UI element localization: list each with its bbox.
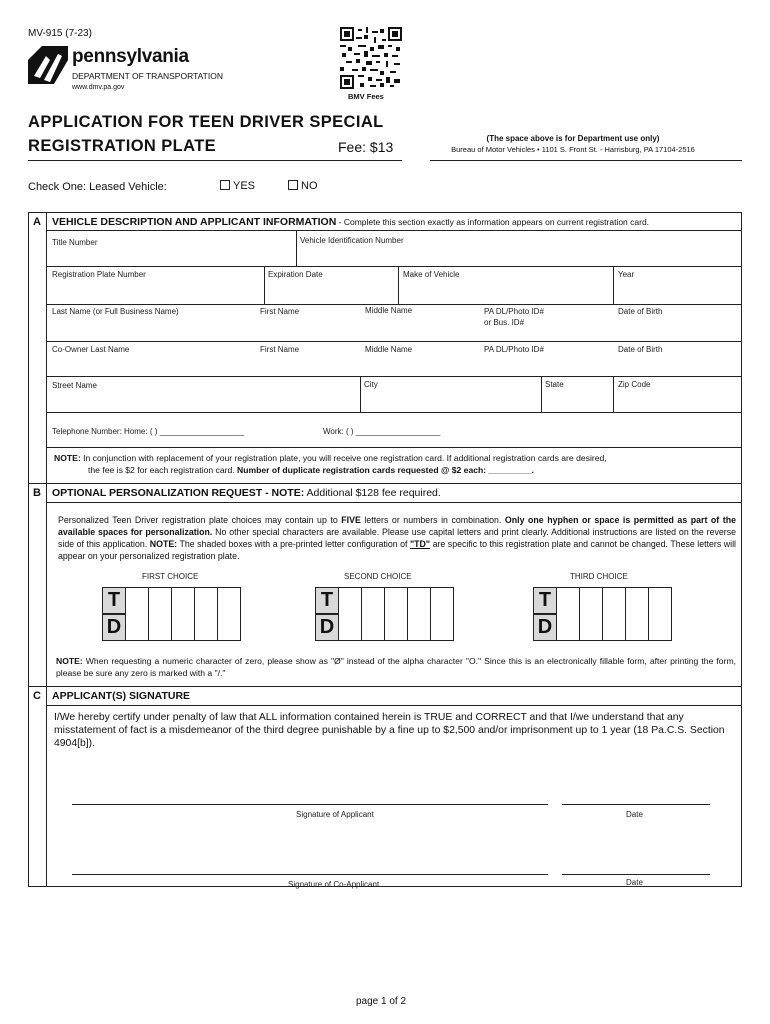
title-number-field[interactable]: Title Number [52, 238, 98, 247]
co-applicant-signature-line[interactable] [72, 874, 548, 875]
second-choice-label: SECOND CHOICE [344, 572, 412, 581]
cell-divider [541, 376, 542, 413]
bmv-fees-label: BMV Fees [348, 92, 384, 101]
applicant-signature-line[interactable] [72, 804, 548, 805]
agency-name: pennsylvania [72, 46, 189, 67]
bureau-address: Bureau of Motor Vehicles • 1101 S. Front St. - Harrisburg, PA 17104-2516 [451, 145, 695, 154]
personalization-instructions: Personalized Teen Driver registration plate choices may contain up to FIVE letters or numbers in combination. Only one hyphen or space is permitted as part of the available spaces for personalization. No other special characters are available. Please use capital letters and print clearly. Additional instructions are listed on the reverse side of this application. NOTE: The shaded boxes with a pre-printed letter configuration of "TD" are specific to this registration plate and cannot be changed. These letters will appear on your personalized registration plate. [58, 515, 737, 561]
co-owner-last-field[interactable]: Co-Owner Last Name [52, 345, 130, 354]
section-b-title: OPTIONAL PERSONALIZATION REQUEST - NOTE: Additional $128 fee required. [52, 487, 441, 499]
section-a-letter: A [33, 216, 41, 228]
pa-dl-field[interactable]: PA DL/Photo ID# [484, 307, 544, 316]
row-plate [46, 266, 742, 305]
char-box[interactable] [126, 587, 149, 641]
applicant-date-line[interactable] [562, 804, 710, 805]
first-name-field[interactable]: First Name [260, 307, 300, 316]
co-middle-field[interactable]: Middle Name [365, 345, 413, 354]
year-field[interactable]: Year [618, 270, 635, 279]
page-number: page 1 of 2 [356, 996, 407, 1007]
zero-note: NOTE: When requesting a numeric character of zero, please show as "Ø" instead of the alpha character "O." Since this is an electronically fillable form, after printing the form, please be sure any zero is marked with a "/." [56, 656, 736, 678]
state-field[interactable]: State [545, 380, 564, 389]
preprinted-td: T D [315, 587, 339, 641]
qr-code-icon [340, 27, 402, 89]
penndot-logo-icon [28, 46, 68, 84]
leased-yes-option[interactable]: YES [220, 180, 255, 192]
co-applicant-date-line[interactable] [562, 874, 710, 875]
yes-checkbox[interactable] [220, 180, 230, 190]
cell-divider [613, 376, 614, 413]
vin-field[interactable]: Vehicle Identification Number [300, 236, 404, 245]
section-a-note-2: the fee is $2 for each registration card. Number of duplicate registration cards requested @ $2 each: _________. [88, 465, 534, 475]
char-box[interactable] [649, 587, 672, 641]
check-one-label: Check One: Leased Vehicle: [28, 181, 167, 193]
agency-website[interactable]: www.dmv.pa.gov [72, 84, 125, 91]
row-rule [46, 447, 742, 448]
no-checkbox[interactable] [288, 180, 298, 190]
address-rule [430, 160, 742, 161]
char-box[interactable] [557, 587, 580, 641]
char-box[interactable] [172, 587, 195, 641]
title-line2: REGISTRATION PLATE [28, 137, 217, 155]
co-dl-field[interactable]: PA DL/Photo ID# [484, 345, 544, 354]
char-box[interactable] [362, 587, 385, 641]
third-choice-plate [533, 587, 672, 641]
co-applicant-signature-label: Signature of Co-Applicant [288, 880, 380, 889]
char-box[interactable] [385, 587, 408, 641]
preprinted-td: T D [102, 587, 126, 641]
char-box[interactable] [580, 587, 603, 641]
preprinted-td: T D [533, 587, 557, 641]
first-choice-plate [102, 587, 241, 641]
dob-field[interactable]: Date of Birth [618, 307, 663, 316]
char-box[interactable] [408, 587, 431, 641]
co-dob-field[interactable]: Date of Birth [618, 345, 663, 354]
home-phone-field[interactable]: Telephone Number: Home: ( ) ___________________ [52, 427, 245, 436]
dept-use-note: (The space above is for Department use only) [486, 134, 660, 143]
co-applicant-date-label: Date [626, 878, 643, 887]
plate-number-field[interactable]: Registration Plate Number [52, 270, 146, 279]
char-box[interactable] [149, 587, 172, 641]
third-choice-label: THIRD CHOICE [570, 572, 628, 581]
cell-divider [398, 266, 399, 305]
agency-dept: DEPARTMENT OF TRANSPORTATION [72, 71, 223, 81]
street-field[interactable]: Street Name [52, 381, 97, 390]
title-line1: APPLICATION FOR TEEN DRIVER SPECIAL [28, 113, 384, 131]
first-choice-label: FIRST CHOICE [142, 572, 199, 581]
char-box[interactable] [339, 587, 362, 641]
row-rule [46, 502, 742, 503]
section-c-letter: C [33, 690, 41, 702]
row-rule [46, 705, 742, 706]
char-box[interactable] [603, 587, 626, 641]
title-rule [28, 160, 402, 161]
section-b-letter: B [33, 487, 41, 499]
section-c-title: APPLICANT(S) SIGNATURE [52, 690, 191, 702]
char-box[interactable] [626, 587, 649, 641]
applicant-signature-label: Signature of Applicant [296, 810, 374, 819]
co-first-field[interactable]: First Name [260, 345, 300, 354]
row-rule [46, 341, 742, 342]
certification-text: I/We hereby certify under penalty of law that ALL information contained herein is TRUE and CORRECT and that I/we understand that any misstatement of fact is a misdemeanor of the third degree punishable by a fine up to $2,500 and/or imprisonment up to 1 year (18 Pa.C.S. Section 4904[b]). [54, 712, 725, 749]
section-a-note: NOTE: In conjunction with replacement of your registration plate, you will receive one registration card. If additional registration cards are desired, [54, 453, 607, 463]
form-number: MV-915 (7-23) [28, 28, 92, 39]
cell-divider [296, 230, 297, 267]
expiration-date-field[interactable]: Expiration Date [268, 270, 323, 279]
char-box[interactable] [195, 587, 218, 641]
middle-name-field[interactable]: Middle Name [365, 306, 413, 315]
work-phone-field[interactable]: Work: ( ) ___________________ [323, 427, 441, 436]
leased-no-option[interactable]: NO [288, 180, 318, 192]
bus-id-field[interactable]: or Bus. ID# [484, 318, 525, 327]
zip-field[interactable]: Zip Code [618, 380, 651, 389]
applicant-date-label: Date [626, 810, 643, 819]
section-a-title: VEHICLE DESCRIPTION AND APPLICANT INFORMATION - Complete this section exactly as information appears on current registration card. [52, 216, 650, 228]
second-choice-plate [315, 587, 454, 641]
cell-divider [613, 266, 614, 305]
make-field[interactable]: Make of Vehicle [403, 270, 460, 279]
cell-divider [360, 376, 361, 413]
char-box[interactable] [218, 587, 241, 641]
cell-divider [264, 266, 265, 305]
city-field[interactable]: City [364, 380, 378, 389]
last-name-field[interactable]: Last Name (or Full Business Name) [52, 307, 179, 316]
char-box[interactable] [431, 587, 454, 641]
fee: Fee: $13 [338, 139, 394, 155]
